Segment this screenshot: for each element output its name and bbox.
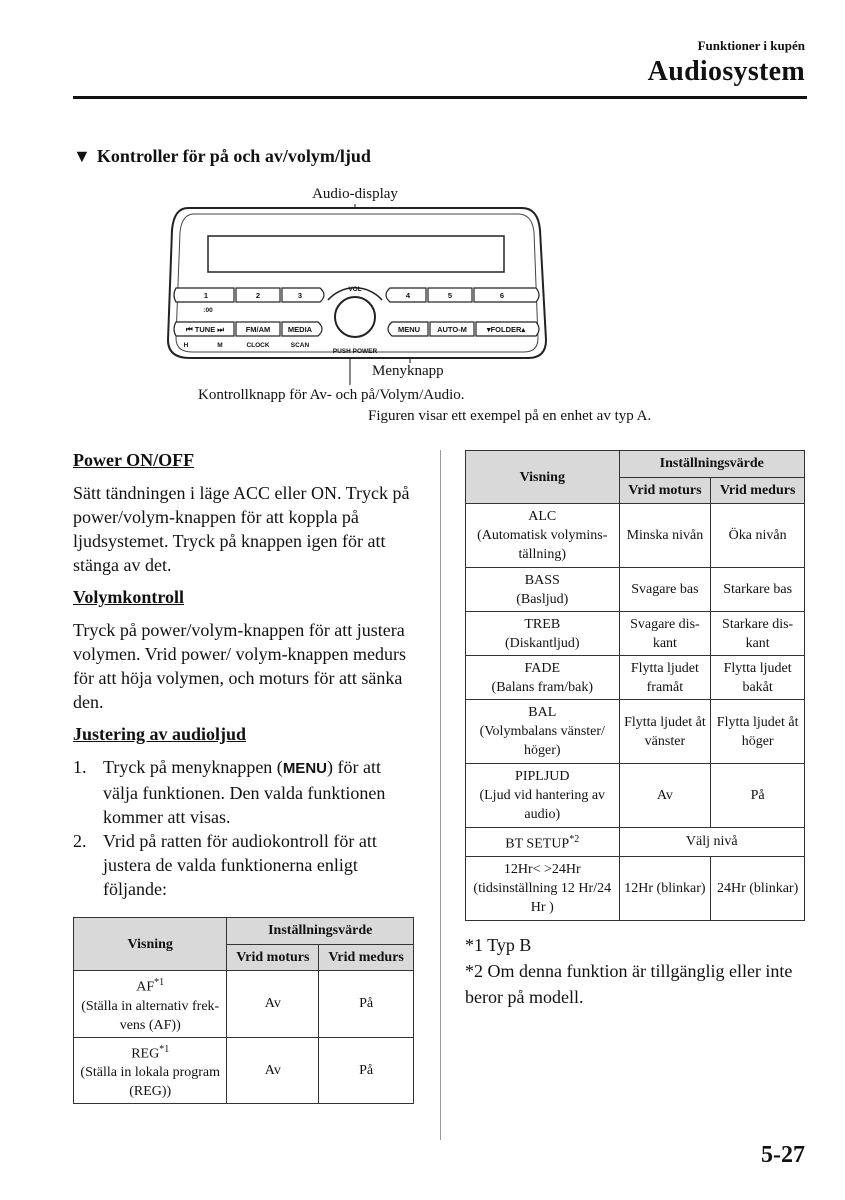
left-column: [73, 450, 418, 901]
row-ccw: Minska nivån: [619, 504, 711, 568]
row-ccw: Av: [619, 764, 711, 828]
table-row: [74, 971, 414, 1038]
fig-b5: 5: [447, 291, 453, 300]
step-1: [73, 755, 418, 829]
volume-heading: Volymkontroll: [73, 587, 185, 607]
settings-table-right: [465, 450, 805, 921]
step-2-number: 2.: [73, 831, 87, 851]
audio-unit-figure: [160, 180, 700, 430]
row-label: [466, 504, 620, 568]
row-cw: Flytta ljudet bakåt: [711, 656, 805, 700]
row-desc: (tidsinställning 12 Hr/24 Hr ): [473, 880, 612, 915]
row-desc: (Basljud): [516, 591, 569, 607]
row-label: [74, 1037, 227, 1104]
fig-b1: 1: [203, 291, 209, 300]
row-name: BT SETUP: [505, 836, 570, 852]
th-medurs: Vrid medurs: [711, 477, 805, 504]
row-ccw: Av: [227, 1037, 319, 1104]
header-rule: [73, 96, 807, 99]
row-both: Välj nivå: [619, 828, 804, 857]
triangle-down-icon: ▼: [73, 146, 91, 166]
menu-key-label: MENU: [282, 760, 327, 777]
fig-clock: CLOCK: [246, 342, 270, 349]
figure-caption: Figuren visar ett exempel på en enhet av typ A.: [368, 408, 652, 424]
fig-autom: AUTO-M: [437, 325, 467, 334]
step-2: [73, 829, 418, 901]
audio-adjust-heading: Justering av audioljud: [73, 724, 247, 744]
row-sup: *2: [569, 834, 580, 845]
volume-text: Tryck på power/volym-knappen för att justera volymen. Vrid power/ volym-knappen medurs för att höja volymen, och moturs för att sänka den.: [73, 620, 407, 712]
fig-media: MEDIA: [287, 325, 313, 334]
row-desc: (Balans fram/bak): [491, 679, 593, 695]
table-row: [466, 700, 805, 764]
fig-scan: SCAN: [290, 342, 310, 349]
table-row: [466, 856, 805, 920]
row-cw: På: [319, 971, 414, 1038]
label-audio-display: Audio-display: [312, 186, 398, 202]
row-ccw: Svagare bas: [619, 568, 711, 612]
row-sup: *1: [154, 977, 165, 988]
table-row: [466, 764, 805, 828]
fig-menu: MENU: [397, 325, 421, 334]
th-medurs: Vrid medurs: [319, 944, 414, 971]
step-1-pre: Tryck på menyknappen (: [103, 757, 283, 777]
fig-push: PUSH POWER: [332, 348, 378, 355]
row-ccw: Flytta ljudet framåt: [619, 656, 711, 700]
row-ccw: 12Hr (blinkar): [619, 856, 711, 920]
th-moturs: Vrid moturs: [227, 944, 319, 971]
row-name: 12Hr< >24Hr: [503, 861, 581, 877]
row-name: FADE: [524, 660, 561, 676]
row-cw: Öka nivån: [711, 504, 805, 568]
row-cw: På: [711, 764, 805, 828]
step-1-number: 1.: [73, 757, 87, 777]
row-ccw: Flytta ljudet åt vänster: [619, 700, 711, 764]
fig-b00: :00: [203, 307, 213, 314]
footnotes: [465, 932, 810, 1010]
step-1-post: ) för att välja funktionen. Den valda funktionen kommer att visas.: [103, 757, 386, 827]
row-name: BASS: [524, 572, 560, 588]
row-desc: (Ljud vid hantering av audio): [479, 788, 606, 822]
page-number: 5-27: [761, 1142, 805, 1168]
column-divider: [440, 450, 441, 1140]
fig-b6: 6: [499, 291, 505, 300]
table-row: [74, 1037, 414, 1104]
row-label: [466, 612, 620, 656]
header-section: Funktioner i kupén: [697, 38, 805, 53]
row-label: [466, 764, 620, 828]
label-menu-button: Menyknapp: [372, 363, 444, 379]
row-cw: Flytta ljudet åt höger: [711, 700, 805, 764]
page-title: Audiosystem: [647, 56, 805, 87]
table-row: [466, 656, 805, 700]
row-cw: På: [319, 1037, 414, 1104]
row-label: [466, 828, 620, 857]
settings-table-left: [73, 917, 414, 1104]
row-label: [466, 568, 620, 612]
fig-b4: 4: [405, 291, 411, 300]
th-visning: Visning: [466, 451, 620, 504]
table-row: [466, 828, 805, 857]
row-name: BAL: [528, 705, 557, 720]
row-sup: *1: [159, 1043, 170, 1055]
row-ccw: Av: [227, 971, 319, 1038]
table-row: [466, 504, 805, 568]
row-desc: (Volymbalans vänster/ höger): [479, 724, 605, 758]
th-visning: Visning: [74, 918, 227, 971]
label-control-knob: Kontrollknapp för Av- och på/Volym/Audio.: [198, 387, 465, 403]
row-name: AF: [136, 979, 155, 995]
row-name: ALC: [528, 509, 557, 524]
power-text: Sätt tändningen i läge ACC eller ON. Tryck på power/volym-knappen för att koppla på ljudsystemet. Tryck på knappen igen för att stänga av det.: [73, 483, 410, 575]
th-moturs: Vrid moturs: [619, 477, 711, 504]
th-installning: Inställningsvärde: [227, 918, 414, 945]
row-name: REG: [131, 1046, 160, 1062]
footnote-2: *2 Om denna funktion är tillgänglig eller inte beror på modell.: [465, 961, 793, 1007]
table-row: [466, 612, 805, 656]
section-title-text: Kontroller för på och av/volym/ljud: [96, 146, 371, 166]
step-2-text: Vrid på ratten för audiokontroll för att justera de valda funktionerna enligt följande:: [103, 831, 377, 899]
row-cw: Starkare dis-kant: [711, 612, 805, 656]
th-installning: Inställningsvärde: [619, 451, 804, 478]
fig-fmam: FM/AM: [245, 325, 271, 334]
row-label: [466, 656, 620, 700]
row-label: [466, 856, 620, 920]
section-title: [73, 146, 371, 167]
footnote-1: *1 Typ B: [465, 935, 532, 955]
row-label: [466, 700, 620, 764]
steps-list: [73, 755, 418, 901]
row-desc: (Ställa in alternativ frek-vens (AF)): [81, 998, 220, 1033]
row-cw: Starkare bas: [711, 568, 805, 612]
row-desc: (Automatisk volymins-tällning): [477, 528, 608, 562]
fig-h: H: [183, 342, 189, 349]
fig-tune: ⏮ TUNE ⏭: [185, 325, 225, 334]
fig-folder: ▾FOLDER▴: [486, 325, 526, 334]
power-heading: Power ON/OFF: [73, 450, 195, 470]
row-cw: 24Hr (blinkar): [711, 856, 805, 920]
fig-b3: 3: [297, 291, 303, 300]
row-name: TREB: [524, 616, 561, 632]
fig-vol: VOL: [348, 286, 362, 293]
fig-b2: 2: [255, 291, 261, 300]
table-row: [466, 568, 805, 612]
fig-m: M: [217, 342, 223, 349]
row-desc: (Ställa in lokala program (REG)): [80, 1065, 220, 1100]
row-desc: (Diskantljud): [504, 635, 580, 651]
row-name: PIPLJUD: [515, 769, 570, 784]
row-label: [74, 971, 227, 1038]
row-ccw: Svagare dis-kant: [619, 612, 711, 656]
